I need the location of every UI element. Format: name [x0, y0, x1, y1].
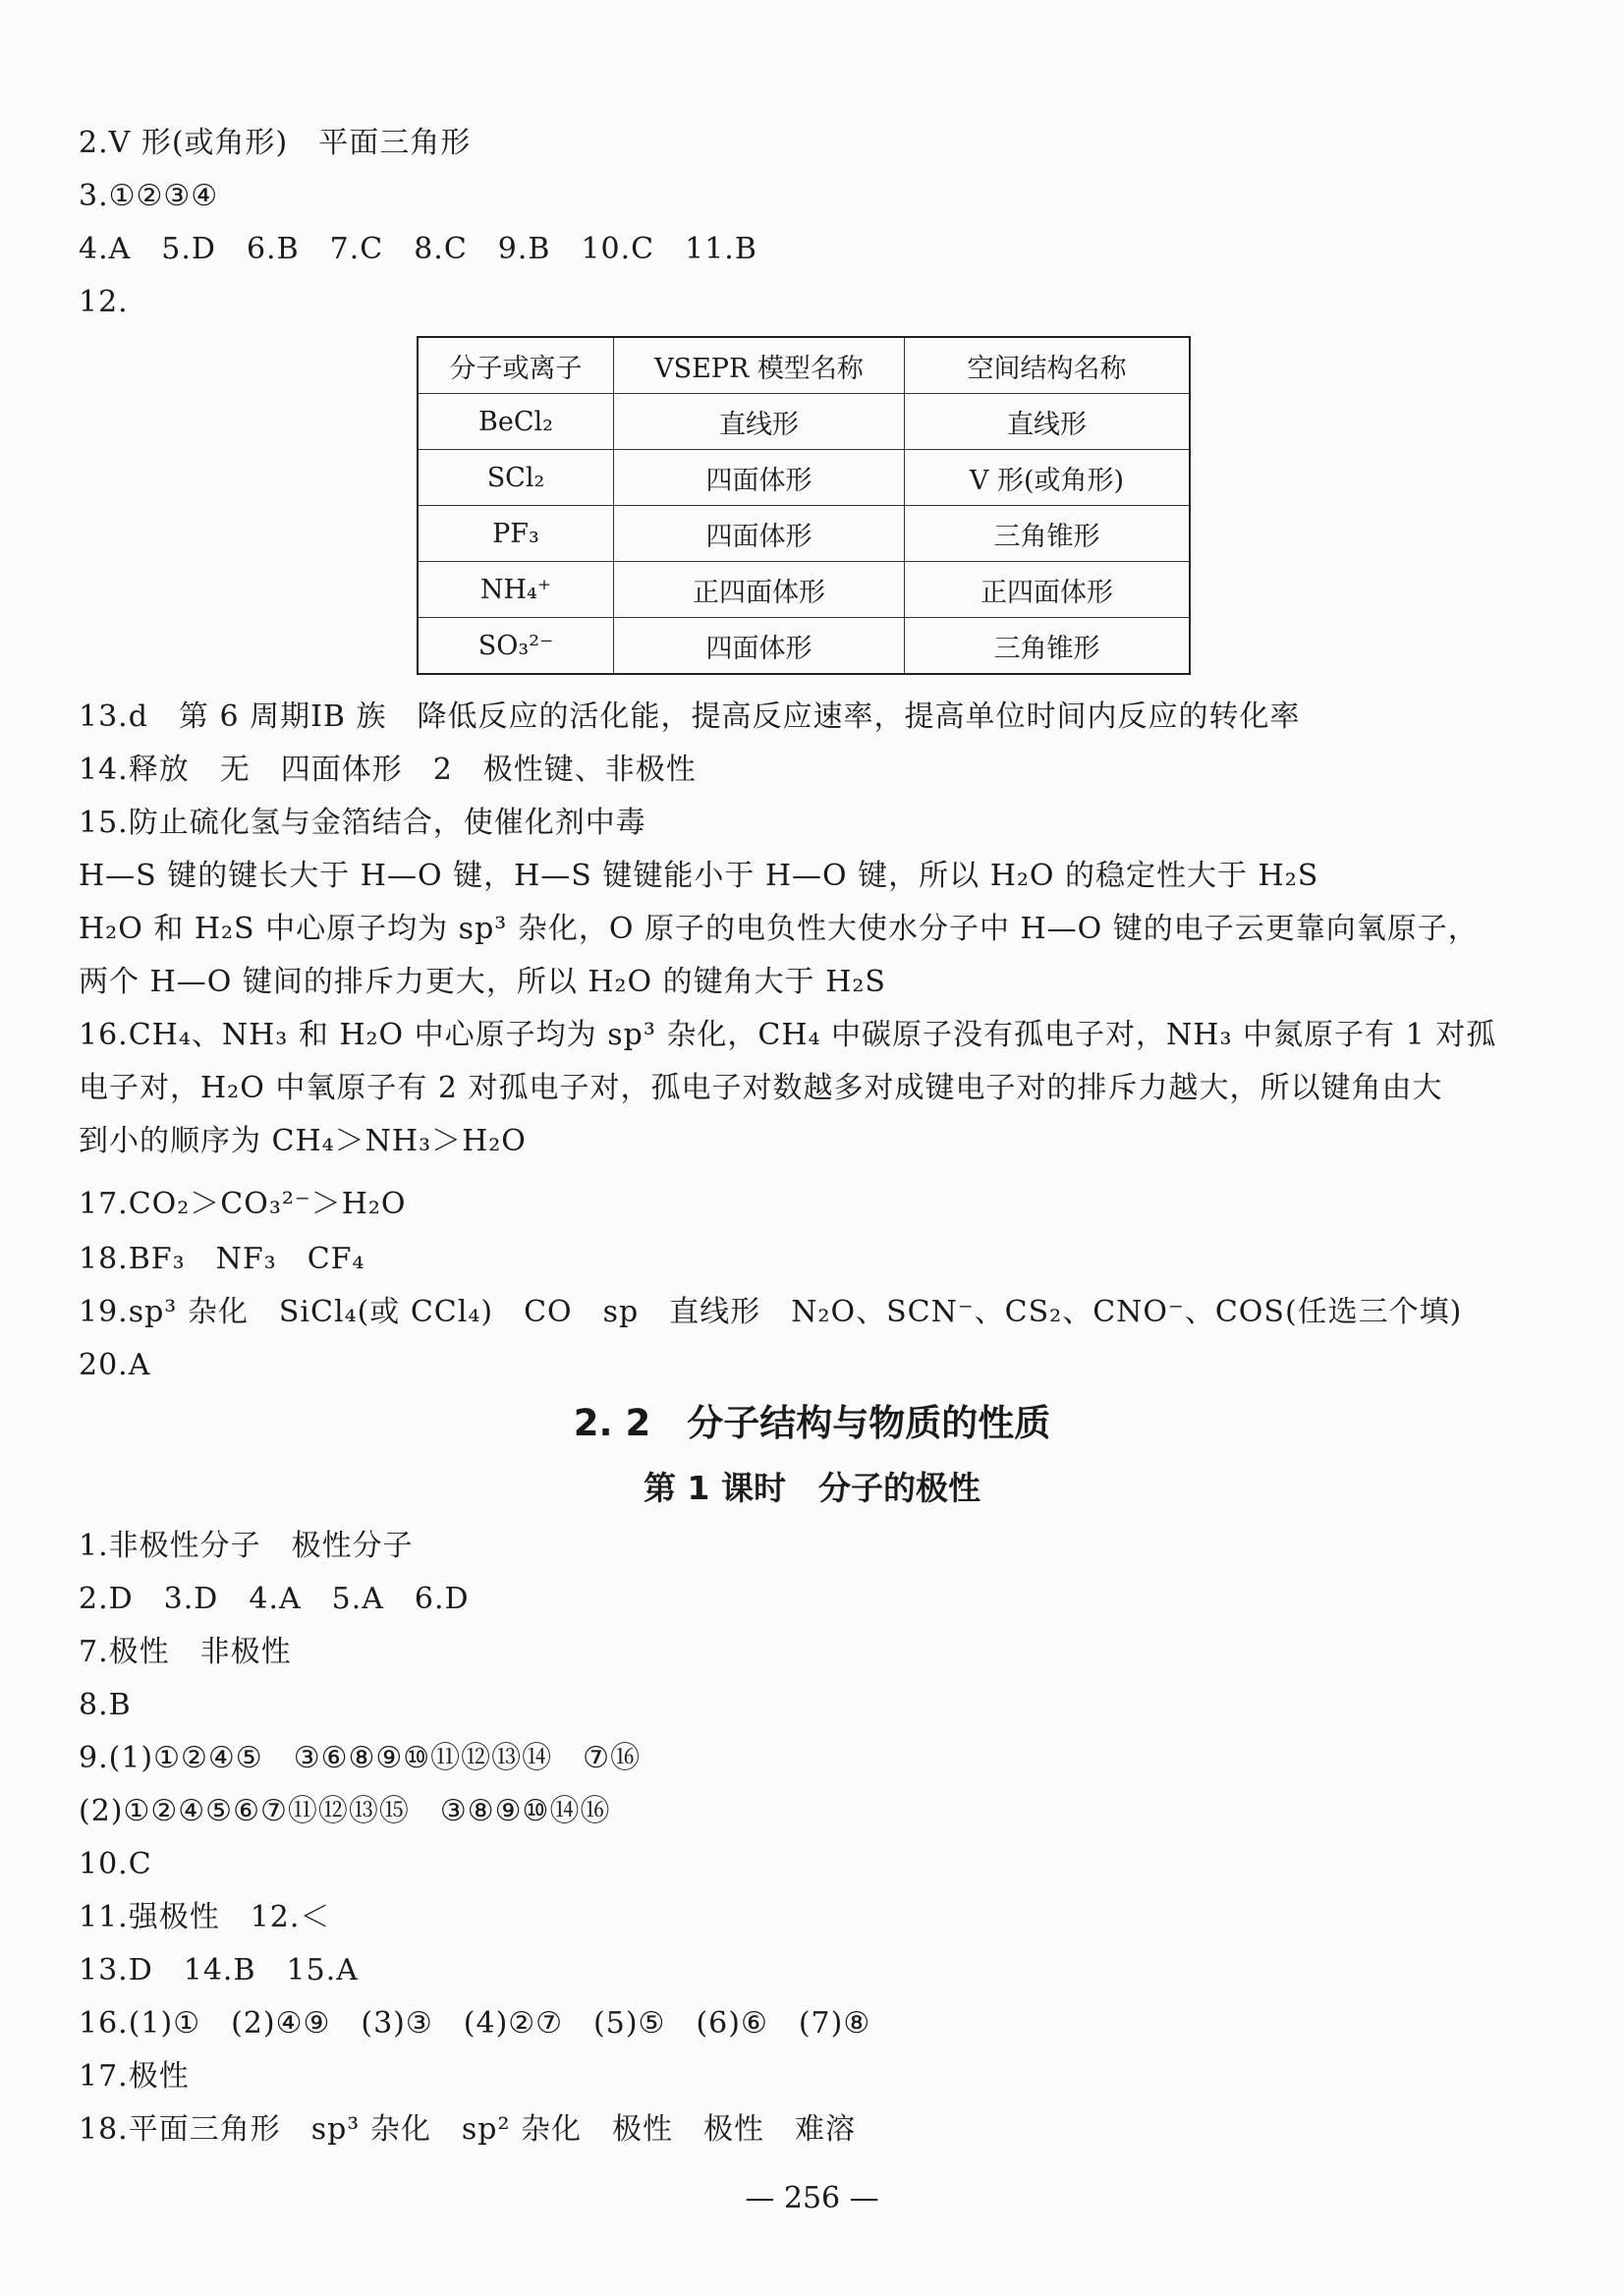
section-title: 2. 2 分子结构与物质的性质: [573, 1402, 1051, 1444]
answer-line: 15.防止硫化氢与金箔结合，使催化剂中毒: [79, 806, 646, 840]
answer-line: 8.B: [79, 1688, 132, 1722]
answer-line: 2.V 形(或角形) 平面三角形: [79, 126, 472, 160]
table-row: [418, 394, 1190, 450]
answer-line: 3.①②③④: [79, 179, 219, 213]
answer-line: 7.极性 非极性: [79, 1635, 292, 1669]
answer-line: H—S 键的键长大于 H—O 键，H—S 键键能小于 H—O 键，所以 H₂O 的稳定性大于 H₂S: [79, 859, 1319, 893]
species-cell: NH₄⁺: [418, 562, 614, 618]
answer-line: 电子对，H₂O 中氧原子有 2 对孤电子对，孤电子对数越多对成键电子对的排斥力越大，所以键角由大: [79, 1071, 1443, 1105]
shape-cell: V 形(或角形): [905, 450, 1191, 506]
answer-line: 17.CO₂＞CO₃²⁻＞H₂O: [79, 1187, 407, 1221]
answer-line: 2.D 3.D 4.A 5.A 6.D: [79, 1582, 470, 1616]
answer-line: 20.A: [79, 1348, 151, 1382]
vsepr-cell: 四面体形: [614, 618, 905, 675]
species-cell: PF₃: [418, 506, 614, 562]
answer-line: 14.释放 无 四面体形 2 极性键、非极性: [79, 753, 697, 787]
answer-line: H₂O 和 H₂S 中心原子均为 sp³ 杂化，O 原子的电负性大使水分子中 H—O 键的电子云更靠向氧原子，: [79, 912, 1479, 946]
answer-line: 13.d 第 6 周期ⅠB 族 降低反应的活化能，提高反应速率，提高单位时间内反应的转化率: [79, 700, 1301, 734]
shape-cell: 三角锥形: [905, 506, 1191, 562]
table-header: 分子或离子: [418, 337, 614, 394]
vsepr-cell: 正四面体形: [614, 562, 905, 618]
answer-line: 18.平面三角形 sp³ 杂化 sp² 杂化 极性 极性 难溶: [79, 2112, 857, 2147]
shape-cell: 三角锥形: [905, 618, 1191, 675]
table-header-row: [418, 337, 1190, 394]
answer-line: 4.A 5.D 6.B 7.C 8.C 9.B 10.C 11.B: [79, 232, 757, 266]
page-number: — 256 —: [745, 2181, 879, 2215]
answer-line: 13.D 14.B 15.A: [79, 1953, 359, 1988]
answer-line: 到小的顺序为 CH₄＞NH₃＞H₂O: [79, 1124, 527, 1158]
answer-line: 18.BF₃ NF₃ CF₄: [79, 1242, 365, 1276]
answer-line: 16.CH₄、NH₃ 和 H₂O 中心原子均为 sp³ 杂化，CH₄ 中碳原子没有孤电子对，NH₃ 中氮原子有 1 对孤: [79, 1018, 1497, 1052]
table-header: 空间结构名称: [905, 337, 1191, 394]
answer-line: 两个 H—O 键间的排斥力更大，所以 H₂O 的键角大于 H₂S: [79, 965, 886, 999]
answer-line: 17.极性: [79, 2059, 190, 2094]
species-cell: SCl₂: [418, 450, 614, 506]
shape-cell: 正四面体形: [905, 562, 1191, 618]
answer-line: 11.强极性 12.＜: [79, 1900, 331, 1934]
answer-line: (2)①②④⑤⑥⑦⑪⑫⑬⑮ ③⑧⑨⑩⑭⑯: [79, 1794, 611, 1828]
table-header: VSEPR 模型名称: [614, 337, 905, 394]
vsepr-cell: 四面体形: [614, 450, 905, 506]
vsepr-cell: 直线形: [614, 394, 905, 450]
species-cell: BeCl₂: [418, 394, 614, 450]
answer-line: 9.(1)①②④⑤ ③⑥⑧⑨⑩⑪⑫⑬⑭ ⑦⑯: [79, 1741, 642, 1775]
table-row: [418, 562, 1190, 618]
vsepr-table: [417, 336, 1191, 675]
shape-cell: 直线形: [905, 394, 1191, 450]
table-row: [418, 506, 1190, 562]
answer-line: 12.: [79, 285, 129, 319]
table-row: [418, 618, 1190, 675]
answer-line: 1.非极性分子 极性分子: [79, 1529, 414, 1563]
species-cell: SO₃²⁻: [418, 618, 614, 675]
vsepr-cell: 四面体形: [614, 506, 905, 562]
answer-line: 16.(1)① (2)④⑨ (3)③ (4)②⑦ (5)⑤ (6)⑥ (7)⑧: [79, 2006, 871, 2041]
answer-line: 19.sp³ 杂化 SiCl₄(或 CCl₄) CO sp 直线形 N₂O、SCN⁻、CS₂、CNO⁻、COS(任选三个填): [79, 1295, 1463, 1329]
answer-line: 10.C: [79, 1847, 152, 1881]
lesson-title: 第 1 课时 分子的极性: [644, 1469, 980, 1507]
table-row: [418, 450, 1190, 506]
